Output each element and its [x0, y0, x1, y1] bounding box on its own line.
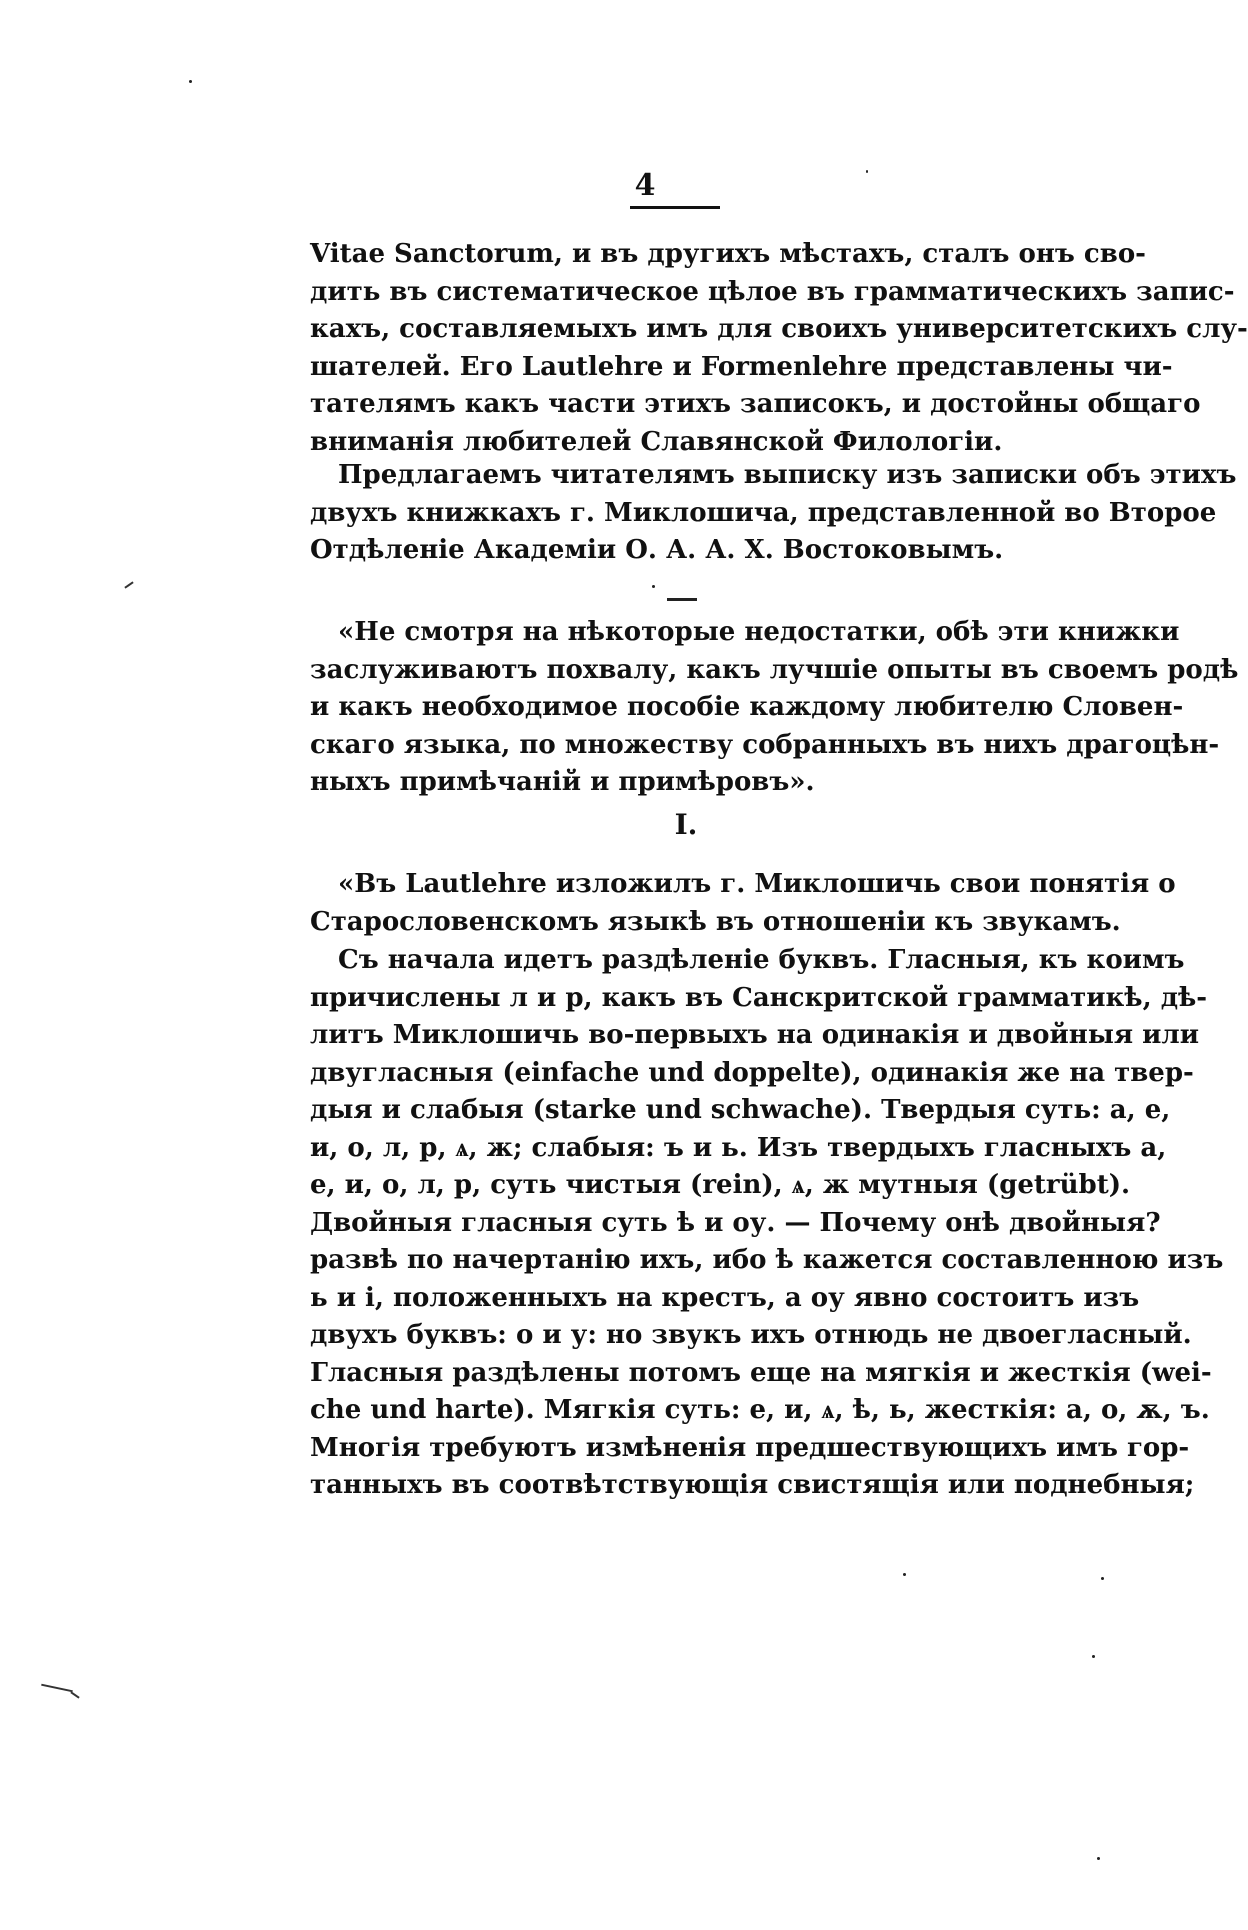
- text-line: «Въ Lautlehre изложилъ г. Миклошичь свои понятія о: [338, 869, 1176, 899]
- text-line: Vitae Sanctorum, и въ другихъ мѣстахъ, сталъ онъ сво-: [310, 239, 1146, 269]
- scan-speck: [189, 80, 192, 83]
- text-line: и какъ необходимое пособіе каждому любителю Словен-: [310, 692, 1184, 722]
- text-line: шателей. Его Lautlehre и Formenlehre представлены чи-: [310, 351, 1173, 382]
- paragraph-intro: [310, 236, 1248, 461]
- scan-speck: [1097, 1857, 1100, 1860]
- text-line: «Не смотря на нѣкоторые недостатки, обѣ эти книжки: [338, 617, 1180, 647]
- text-line: и, о, л, р, ѧ, ж; слабыя: ъ и ь. Изъ твердыхъ гласныхъ а,: [310, 1132, 1167, 1163]
- text-line: Двойныя гласныя суть ѣ и оу. — Почему онѣ двойныя?: [310, 1207, 1161, 1238]
- paragraph-section-intro: [310, 866, 1176, 941]
- text-line: Съ начала идетъ раздѣленіе буквъ. Гласныя, къ коимъ: [338, 945, 1185, 975]
- text-line: Отдѣленіе Академіи О. А. А. Х. Востоковымъ.: [310, 535, 1004, 565]
- page-number: 4: [634, 168, 656, 203]
- text-line: двугласныя (einfache und doppelte), одинакія же на твер-: [310, 1057, 1194, 1088]
- text-line: причислены л и р, какъ въ Санскритской грамматикѣ, дѣ-: [310, 982, 1208, 1013]
- text-line: кахъ, составляемыхъ имъ для своихъ университетскихъ слу-: [310, 314, 1248, 344]
- paragraph-quote: [310, 614, 1239, 802]
- text-line: литъ Миклошичь во-первыхъ на одинакія и двойныя или: [310, 1020, 1200, 1050]
- scan-mark: [70, 1691, 79, 1698]
- text-line: танныхъ въ соотвѣтствующія свистящія или поднебныя;: [310, 1470, 1195, 1500]
- scan-mark: [124, 581, 133, 588]
- text-line: тателямъ какъ части этихъ записокъ, и достойны общаго: [310, 389, 1201, 419]
- scan-speck: [1092, 1655, 1095, 1658]
- text-line: е, и, о, л, р, суть чистыя (rein), ѧ, ж мутныя (getrübt).: [310, 1170, 1131, 1200]
- text-line: che und harte). Мягкія суть: е, и, ѧ, ѣ, ь, жесткія: а, о, ѫ, ъ.: [310, 1395, 1210, 1425]
- separator-dash: [667, 598, 697, 601]
- page-number-rule: [630, 206, 720, 209]
- text-line: Гласныя раздѣлены потомъ еще на мягкія и жесткія (wei-: [310, 1357, 1212, 1388]
- text-line: ь и і, положенныхъ на крестъ, а оу явно состоитъ изъ: [310, 1282, 1140, 1313]
- text-line: Многія требуютъ измѣненія предшествующихъ имъ гор-: [310, 1432, 1190, 1463]
- text-line: вниманія любителей Славянской Филологіи.: [310, 426, 1003, 457]
- scan-speck: [652, 585, 655, 588]
- text-line: двухъ буквъ: о и у: но звукъ ихъ отнюдь не двоегласный.: [310, 1320, 1192, 1350]
- text-line: Старословенскомъ языкѣ въ отношеніи къ звукамъ.: [310, 906, 1121, 937]
- section-heading: I.: [674, 808, 698, 841]
- scan-mark: [41, 1684, 73, 1693]
- text-line: заслуживаютъ похвалу, какъ лучшіе опыты въ своемъ родѣ: [310, 654, 1239, 685]
- text-line: Предлагаемъ читателямъ выписку изъ записки объ этихъ: [338, 460, 1237, 490]
- text-line: развѣ по начертанію ихъ, ибо ѣ кажется составленною изъ: [310, 1245, 1224, 1275]
- scan-speck: [903, 1573, 906, 1576]
- scan-speck: [866, 170, 868, 173]
- paragraph-proposal: [310, 457, 1237, 570]
- text-line: дыя и слабыя (starke und schwache). Твердыя суть: а, е,: [310, 1095, 1171, 1125]
- text-line: дить въ систематическое цѣлое въ грамматическихъ запис-: [310, 276, 1235, 307]
- text-line: скаго языка, по множеству собранныхъ въ нихъ драгоцѣн-: [310, 729, 1220, 760]
- text-line: двухъ книжкахъ г. Миклошича, представленной во Второе: [310, 497, 1217, 528]
- paragraph-section-body: [310, 942, 1224, 1505]
- scan-speck: [1101, 1577, 1104, 1580]
- text-line: ныхъ примѣчаній и примѣровъ».: [310, 767, 815, 797]
